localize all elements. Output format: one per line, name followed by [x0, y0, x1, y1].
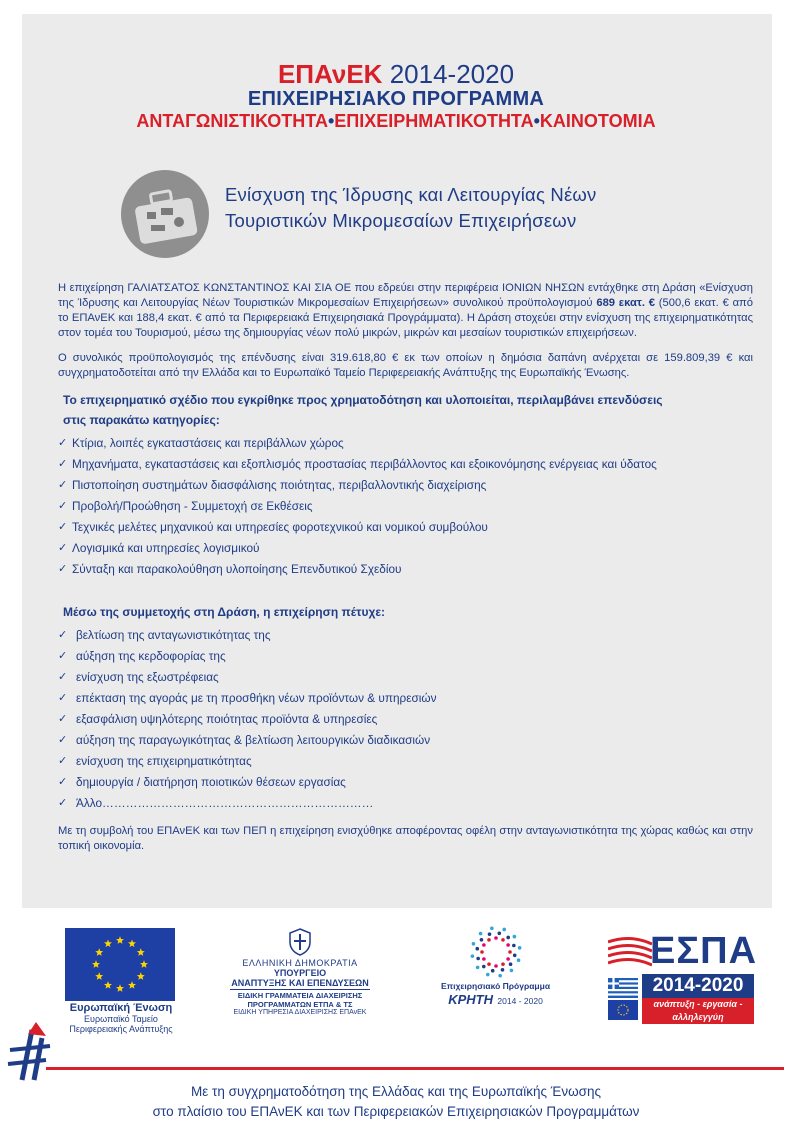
brand-years: 2014-2020 [389, 59, 515, 89]
crete-program-logo [428, 925, 563, 1009]
gr-state: ΕΛΛΗΝΙΚΗ ΔΗΜΟΚΡΑΤΙΑ [242, 958, 358, 968]
greek-flag-icon [608, 978, 638, 998]
crete-dot-icon [479, 932, 483, 936]
crete-dot-icon [482, 965, 486, 969]
crete-dot-icon [501, 962, 505, 966]
cofunding-line2: στο πλαίσιο του ΕΠΑνΕΚ και των Περιφερειακών Επιχειρησιακών Προγραμμάτων [152, 1104, 640, 1119]
crete-dot-icon [480, 950, 484, 954]
list-item-text: Τεχνικές μελέτες μηχανικού και υπηρεσίες φοροτεχνικού και νομικού συμβούλου [72, 520, 488, 534]
intro-paragraph [58, 281, 753, 341]
crete-dot-icon [517, 958, 521, 962]
crete-dot-icon [482, 943, 486, 947]
crete-dot-icon [506, 957, 510, 961]
results-title: Μέσω της συμμετοχής στη Δράση, η επιχείρηση πέτυχε: [63, 605, 386, 619]
list-item [58, 793, 753, 814]
crete-dot-icon [502, 928, 506, 932]
crete-emblem-icon [468, 925, 524, 979]
check-icon: ✓ [58, 776, 68, 788]
check-icon: ✓ [58, 692, 68, 704]
list-item [58, 709, 753, 730]
brand-name: ΕΠΑνΕΚ [277, 59, 383, 89]
eu-name: Ευρωπαϊκή Ένωση [69, 1002, 173, 1014]
list-item [58, 433, 753, 454]
crete-dot-icon [475, 947, 479, 951]
list-item [58, 538, 753, 559]
check-icon: ✓ [58, 521, 68, 533]
crete-dot-icon [494, 936, 498, 940]
check-icon: ✓ [58, 755, 68, 767]
eu-fund-line1: Ευρωπαϊκό Ταμείο [84, 1014, 158, 1024]
list-item [58, 730, 753, 751]
intro-text-part2: (500,6 εκατ. € από το ΕΠΑνΕΚ και 188,4 εκατ. € από τα Περιφερειακά Επιχειρησιακά Προγράμματα). Η Δράση στοχεύει στην ενίσχυση της επιχειρηματικότητας στον τομέα του Τουρισμού, μέσω της δημιουργίας νέων πολύ μικρών, μικρών και μεσαίων τουριστικών επιχειρήσεων. [58, 297, 753, 339]
espa-years: 2014-2020 [642, 974, 754, 998]
investments-title-line1: Το επιχειρηματικό σχέδιο που εγκρίθηκε προς χρηματοδότηση και υλοποιείται, περιλαμβάνει επενδύσεις [63, 393, 663, 407]
action-title [225, 182, 695, 234]
gr-ministry-line1: ΥΠΟΥΡΓΕΙΟ [273, 968, 327, 978]
list-item-text: αύξηση της κερδοφορίας της [76, 649, 226, 663]
list-item-text: Άλλο…………………………………………………………… [76, 796, 374, 810]
list-item-text: Προβολή/Προώθηση - Συμμετοχή σε Εκθέσεις [72, 499, 313, 513]
intro-text-part1: Η επιχείρηση ΓΑΛΙΑΤΣΑΤΟΣ ΚΩΝΣΤΑΝΤΙΝΟΣ ΚΑΙ ΣΙΑ ΟΕ που εδρεύει στην περιφέρεια ΙΟΝΙΩΝ ΝΗΣΩΝ εντάχθηκε στη Δράση «Ενίσχυση της Ίδρυσης και Λειτουργίας Νέων Τουριστικών Μικρομεσαίων Επιχειρήσεων» συνολικού προϋπολογισμού [58, 282, 753, 309]
cofunding-note [0, 1082, 792, 1122]
crete-name: ΚΡΗΤΗ [448, 992, 493, 1007]
gr-ministry-line2: ΑΝΑΠΤΥΞΗΣ ΚΑΙ ΕΠΕΝΔΥΣΕΩΝ [231, 978, 369, 988]
crete-dot-icon [501, 968, 505, 972]
list-item-text: ενίσχυση της εξωστρέφειας [76, 670, 219, 684]
crete-dot-icon [513, 954, 517, 958]
check-icon: ✓ [58, 797, 68, 809]
crete-years: 2014 - 2020 [497, 996, 543, 1006]
budget-paragraph: Ο συνολικός προϋπολογισμός της επένδυσης είναι 319.618,80 € εκ των οποίων η δημόσια δαπάνη ανέρχεται σε 159.809,39 € και συγχρηματοδοτείται από την Ελλάδα και το Ευρωπαϊκό Ταμείο Περιφερειακής Ανάπτυξης της Ευρωπαϊκής Ένωσης. [58, 352, 753, 379]
crete-dot-icon [512, 944, 516, 948]
greek-ministry-logo [205, 928, 395, 1016]
espa-name: ΕΣΠΑ [650, 930, 758, 972]
eu-small-flag-icon [608, 1000, 638, 1020]
list-item [58, 772, 753, 793]
check-icon: ✓ [58, 437, 68, 449]
crete-dot-icon [508, 950, 512, 954]
crete-dot-icon [506, 943, 510, 947]
crete-dot-icon [480, 938, 484, 942]
list-item [58, 751, 753, 772]
pillar-innovation: ΚΑΙΝΟΤΟΜΙΑ [539, 111, 656, 131]
brand-title [0, 60, 792, 88]
list-item-text: Λογισμικά και υπηρεσίες λογισμικού [72, 541, 260, 555]
gr-secretariat [230, 989, 370, 1009]
crete-dot-icon [486, 973, 490, 977]
list-item [58, 667, 753, 688]
pillar-separator: • [533, 111, 540, 131]
check-icon: ✓ [58, 734, 68, 746]
investments-list [58, 433, 753, 580]
crete-dot-icon [482, 957, 486, 961]
action-title-line1: Ενίσχυση της Ίδρυσης και Λειτουργίας Νέων [225, 184, 597, 205]
list-item [58, 475, 753, 496]
espa-stripes-icon [608, 936, 652, 972]
eu-flag-icon [65, 928, 175, 1001]
list-item [58, 517, 753, 538]
eu-fund-line2: Περιφερειακής Ανάπτυξης [69, 1024, 173, 1034]
list-item [58, 559, 753, 580]
pillar-entrepreneurship: ΕΠΙΧΕΙΡΗΜΑΤΙΚΟΤΗΤΑ [334, 111, 534, 131]
check-icon: ✓ [58, 563, 68, 575]
list-item-text: Σύνταξη και παρακολούθηση υλοποίησης Επενδυτικού Σχεδίου [72, 562, 402, 576]
check-icon: ✓ [58, 542, 68, 554]
brand-program: ΕΠΙΧΕΙΡΗΣΙΑΚΟ ΠΡΟΓΡΑΜΜΑ [247, 88, 545, 110]
crete-dot-icon [506, 936, 510, 940]
list-item [58, 646, 753, 667]
list-item-text: ενίσχυση της επιχειρηματικότητας [76, 754, 252, 768]
list-item-text: Μηχανήματα, εγκαταστάσεις και εξοπλισμός προστασίας περιβάλλοντος και εξοικονόμησης ενέργειας και ύδατος [72, 457, 657, 471]
check-icon: ✓ [58, 671, 68, 683]
check-icon: ✓ [58, 713, 68, 725]
crete-dot-icon [518, 946, 522, 950]
list-item-text: εξασφάλιση υψηλότερης ποιότητας προϊόντα & υπηρεσίες [76, 712, 378, 726]
check-icon: ✓ [58, 650, 68, 662]
list-item [58, 454, 753, 475]
gr-service: ΕΙΔΙΚΗ ΥΠΗΡΕΣΙΑ ΔΙΑΧΕΙΡΙΣΗΣ ΕΠΑνΕΚ [233, 1009, 367, 1016]
investments-title-line2: στις παρακάτω κατηγορίες: [63, 413, 220, 427]
list-item-text: αύξηση της παραγωγικότητας & βελτίωση λειτουργικών διαδικασιών [76, 733, 431, 747]
funding-logos [0, 920, 792, 1040]
cofunding-line1: Με τη συγχρηματοδότηση της Ελλάδας και της Ευρωπαϊκής Ένωσης [191, 1084, 601, 1099]
pillar-competitiveness: ΑΝΤΑΓΩΝΙΣΤΙΚΟΤΗΤΑ [136, 111, 328, 131]
crete-dot-icon [509, 962, 513, 966]
crete-dot-icon [487, 938, 491, 942]
list-item-text: επέκταση της αγοράς με τη προσθήκη νέων προϊόντων & υπηρεσιών [76, 691, 437, 705]
list-item-text: Πιστοποίηση συστημάτων διασφάλισης ποιότητας, περιβαλλοντικής διαχείρισης [72, 478, 487, 492]
crete-dot-icon [513, 935, 517, 939]
eu-label [60, 1002, 182, 1034]
suitcase-icon [121, 170, 209, 258]
list-item-text: βελτίωση της ανταγωνιστικότητας της [76, 628, 271, 642]
crete-dot-icon [494, 964, 498, 968]
crete-dot-icon [498, 931, 502, 935]
check-icon: ✓ [58, 458, 68, 470]
brand-header [0, 60, 792, 132]
espa-tagline: ανάπτυξη - εργασία - αλληλεγγύη [642, 998, 754, 1024]
crete-dot-icon [476, 966, 480, 970]
espa-logo [608, 930, 758, 1022]
crete-dot-icon [490, 927, 494, 931]
crete-dot-icon [501, 938, 505, 942]
crete-dot-icon [498, 974, 502, 978]
crete-dot-icon [471, 954, 475, 958]
hashtag-logo-icon [6, 1018, 56, 1086]
intro-budget: 689 εκατ. € [596, 297, 655, 309]
closing-paragraph: Με τη συμβολή του ΕΠΑνΕΚ και των ΠΕΠ η επιχείρηση ενισχύθηκε αποφέροντας οφέλη στην ανταγωνιστικότητα της χώρας καθώς και στην τοπική οικονομία. [58, 825, 753, 852]
results-list [58, 625, 753, 814]
check-icon: ✓ [58, 629, 68, 641]
pillar-separator: • [327, 111, 335, 131]
investments-title [63, 390, 753, 430]
crete-dot-icon [510, 969, 514, 973]
gr-secretariat-line1: ΕΙΔΙΚΗ ΓΡΑΜΜΑΤΕΙΑ ΔΙΑΧΕΙΡΙΣΗΣ [237, 991, 363, 1000]
action-title-line2: Τουριστικών Μικρομεσαίων Επιχειρήσεων [225, 210, 577, 231]
list-item [58, 688, 753, 709]
brand-pillars [0, 110, 792, 132]
main-content [58, 281, 753, 854]
list-item-text: δημιουργία / διατήρηση ποιοτικών θέσεων εργασίας [76, 775, 346, 789]
crete-dot-icon [472, 942, 476, 946]
list-item-text: Κτίρια, λοιπές εγκαταστάσεις και περιβάλλων χώρος [72, 436, 344, 450]
crete-program: Επιχειρησιακό Πρόγραμμα [440, 981, 551, 991]
check-icon: ✓ [58, 500, 68, 512]
list-item [58, 625, 753, 646]
crete-dot-icon [488, 932, 492, 936]
crete-dot-icon [491, 969, 495, 973]
crete-dot-icon [487, 962, 491, 966]
check-icon: ✓ [58, 479, 68, 491]
gr-secretariat-line2: ΠΡΟΓΡΑΜΜΑΤΩΝ ΕΤΠΑ & ΤΣ [247, 1000, 353, 1009]
greek-emblem-icon [288, 928, 312, 956]
list-item [58, 496, 753, 517]
crete-dot-icon [476, 957, 480, 961]
footer-divider [46, 1067, 784, 1070]
